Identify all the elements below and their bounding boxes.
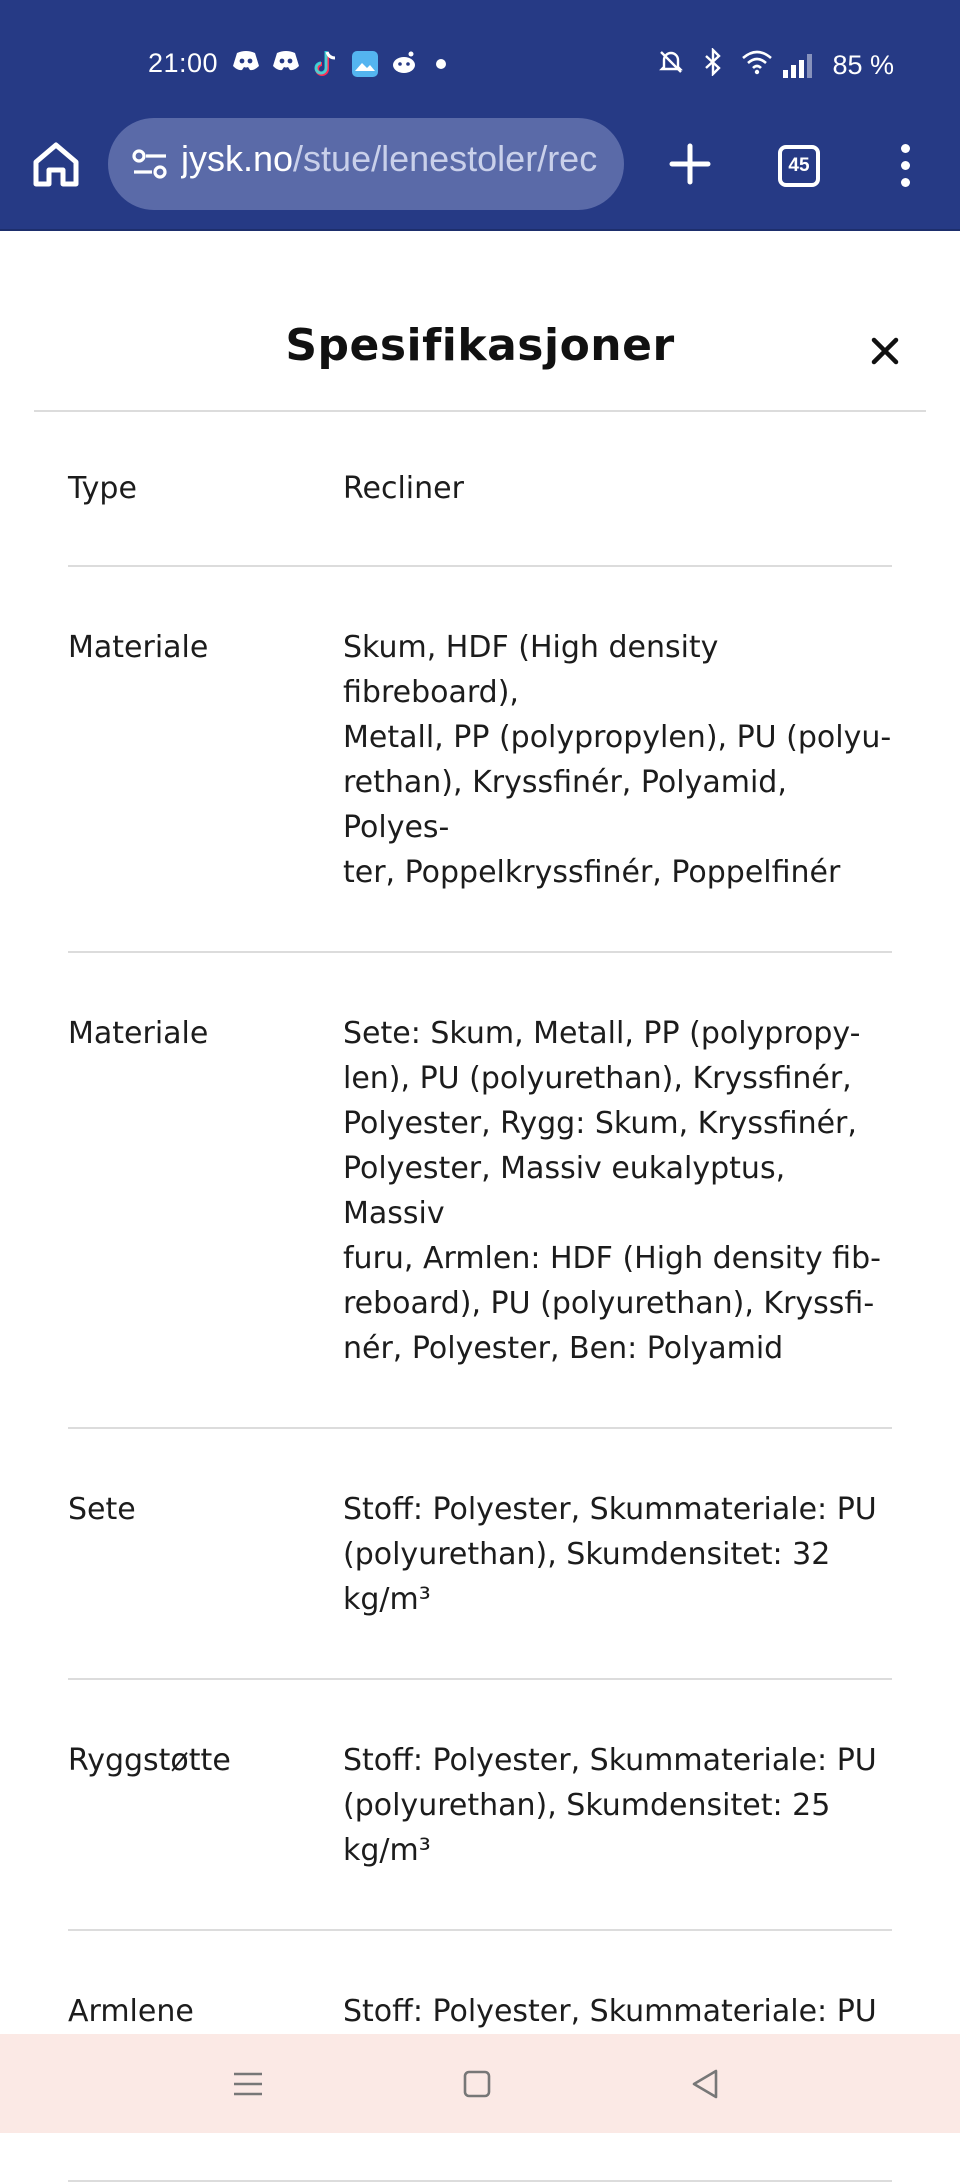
spec-value: Recliner: [343, 471, 464, 506]
battery-level: 85 %: [832, 50, 894, 80]
close-icon[interactable]: [866, 332, 904, 370]
spec-value: Stoff: Polyester, Skummateriale: PU: [343, 1994, 877, 2029]
notification-icons: [232, 50, 446, 78]
system-nav-bar: [0, 2034, 960, 2133]
browser-chrome: [0, 0, 960, 231]
reddit-icon: [390, 50, 418, 78]
url-host: jysk.no: [181, 138, 294, 179]
spec-row: [68, 1680, 892, 1931]
spec-label: Ryggstøtte: [68, 1743, 231, 1778]
signal-icon: [783, 54, 812, 78]
url-text[interactable]: [181, 138, 611, 180]
gallery-icon: [352, 51, 378, 77]
site-settings-icon[interactable]: [130, 148, 170, 180]
overflow-menu-icon[interactable]: [888, 140, 922, 190]
spec-row: [68, 410, 892, 567]
status-bar: [0, 40, 960, 90]
mute-icon: [657, 49, 685, 82]
dot-icon: [436, 59, 446, 69]
back-triangle-icon[interactable]: [686, 2064, 726, 2104]
spec-value: Sete: Skum, Metall, PP (polypropy- len), PU (polyurethan), Kryssfinér, Polyester, Rygg: Skum, Kryssfinér, Polyester, Massiv eukalyptus, Massiv furu, Armlen: HDF (High density fib- reboard), PU (polyurethan), Kryssfi- nér, Polyester, Ben: Polyamid: [343, 1016, 881, 1366]
spec-label: Type: [68, 471, 137, 506]
spec-label: Armlene: [68, 1994, 194, 2029]
bluetooth-icon: [699, 48, 727, 83]
browser-toolbar: [0, 118, 960, 210]
home-square-icon[interactable]: [457, 2064, 497, 2104]
spec-value: Skum, HDF (High density fibreboard), Metall, PP (polypropylen), PU (polyu- rethan), Kryssfinér, Polyamid, Polyes- ter, Poppelkryssfinér, Poppelfinér: [343, 630, 892, 890]
spec-value: Stoff: Polyester, Skummateriale: PU (polyurethan), Skumdensitet: 32 kg/m³: [343, 1492, 877, 1617]
url-path: /stue/lenestoler/rec: [293, 138, 598, 179]
spec-row: [68, 953, 892, 1429]
spec-list: [68, 410, 892, 2182]
spec-row: [68, 567, 892, 953]
spec-label: Materiale: [68, 630, 209, 665]
home-icon[interactable]: [30, 140, 82, 188]
system-icons: [657, 48, 894, 83]
wifi-icon: [741, 49, 769, 82]
spec-row: [68, 1429, 892, 1680]
modal-header: [34, 290, 926, 412]
status-time: 21:00: [148, 48, 219, 78]
spec-label: Materiale: [68, 1016, 209, 1051]
tab-switcher-button[interactable]: 45: [778, 145, 820, 187]
modal-title: Spesifikasjoner: [285, 320, 675, 371]
spec-value: Stoff: Polyester, Skummateriale: PU (polyurethan), Skumdensitet: 25 kg/m³: [343, 1743, 877, 1868]
menu-icon[interactable]: [228, 2064, 268, 2104]
spec-label: Sete: [68, 1492, 136, 1527]
discord-icon: [232, 50, 260, 78]
address-bar[interactable]: [108, 118, 624, 210]
tiktok-icon: [312, 50, 340, 78]
discord-icon: [272, 50, 300, 78]
new-tab-button[interactable]: [662, 136, 718, 192]
